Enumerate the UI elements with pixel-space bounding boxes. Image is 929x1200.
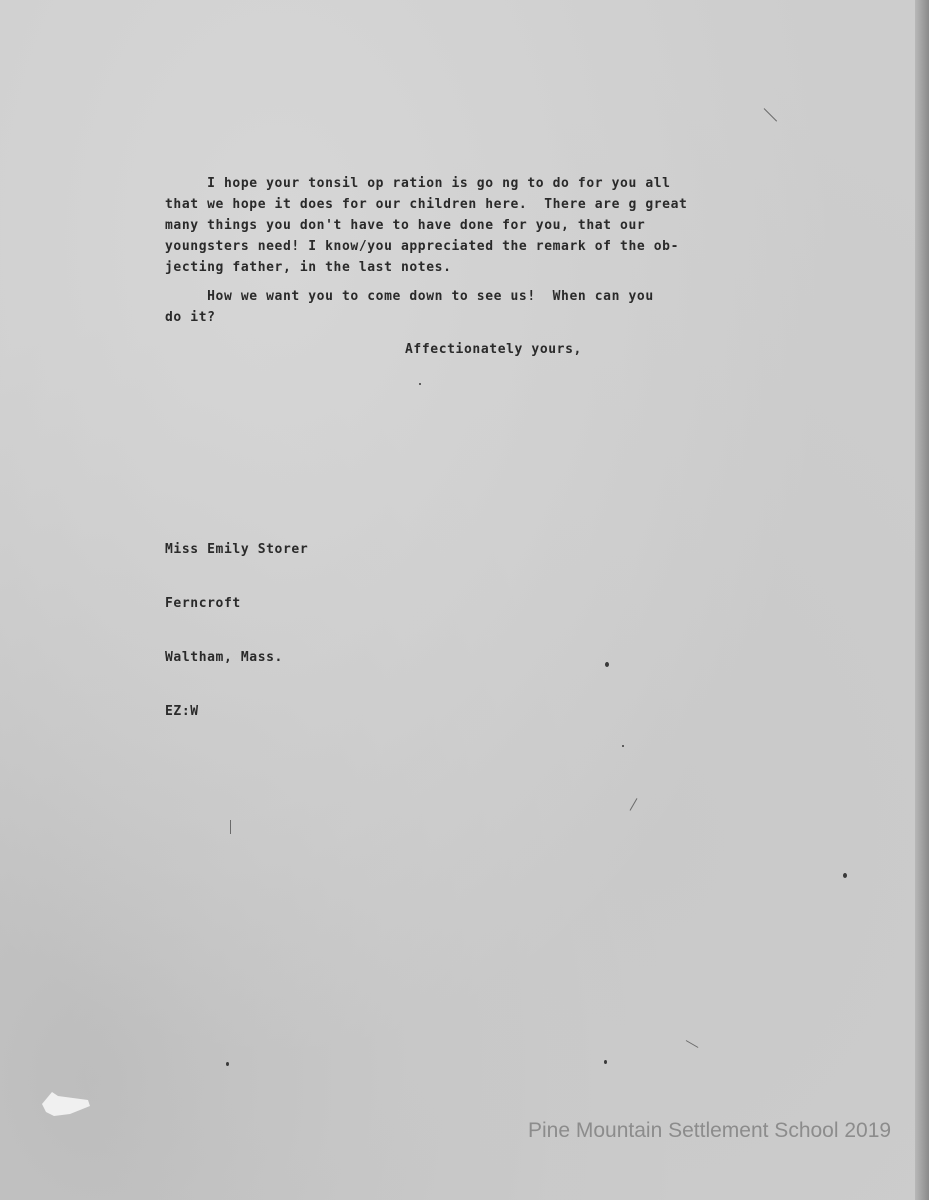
paper-speck — [622, 745, 624, 747]
address-line-name: Miss Emily Storer — [165, 542, 309, 557]
recipient-address — [165, 505, 308, 757]
body-paragraph-2: How we want you to come down to see us! When can you do it? — [165, 289, 654, 325]
torn-corner-mark — [40, 1086, 92, 1122]
paper-scratch — [686, 1040, 699, 1048]
body-paragraph-1: I hope your tonsil op ration is go ng to do for you all that we hope it does for our children here. There are g great many things you don't have to have done for you, that our youngsters need! I know/you appreciated the remark of the ob- jecting father, in the last notes. — [165, 176, 688, 275]
address-line-house: Ferncroft — [165, 596, 241, 611]
watermark-text: Pine Mountain Settlement School 2019 — [528, 1119, 892, 1142]
paper-speck — [605, 662, 609, 667]
paper-scratch — [230, 820, 231, 834]
address-line-initials: EZ:W — [165, 704, 199, 719]
closing-salutation: Affectionately yours, — [405, 342, 582, 357]
paper-speck — [419, 383, 421, 385]
paper-speck — [843, 873, 847, 878]
paper-speck — [226, 1062, 229, 1066]
paper-scratch — [630, 798, 638, 811]
paper-speck — [604, 1060, 607, 1064]
page-edge-shadow — [915, 0, 929, 1200]
paper-scratch — [764, 108, 777, 121]
address-line-city: Waltham, Mass. — [165, 650, 283, 665]
